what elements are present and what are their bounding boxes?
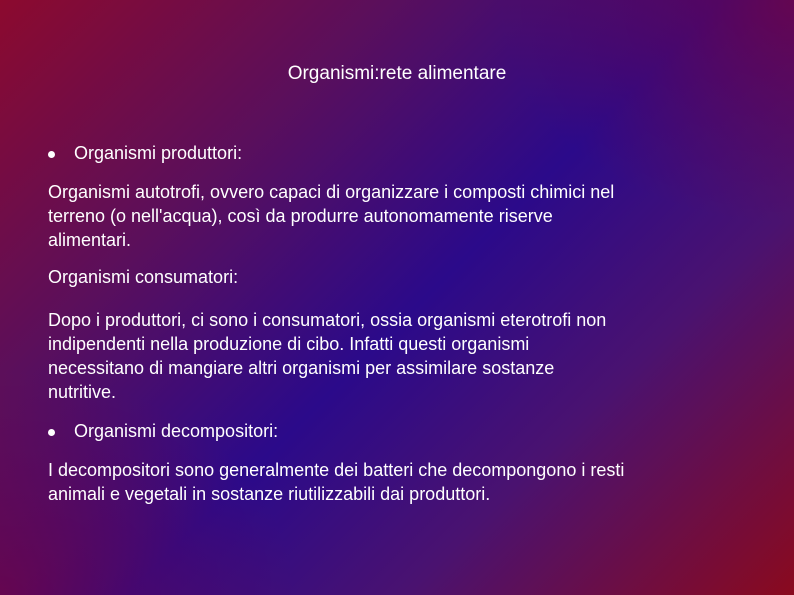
paragraph-consumatori: [48, 308, 768, 404]
paragraph-line: nutritive.: [48, 382, 117, 402]
bullet-label: Organismi produttori:: [74, 143, 243, 163]
paragraph-line: indipendenti nella produzione di cibo. Infatti questi organismi: [48, 334, 530, 354]
paragraph-line: animali e vegetali in sostanze riutilizzabili dai produttori.: [48, 484, 491, 504]
paragraph-decompositori: [48, 458, 768, 506]
paragraph-line: Organismi autotrofi, ovvero capaci di organizzare i composti chimici nel: [48, 182, 615, 202]
heading-text: Organismi consumatori:: [48, 267, 239, 287]
heading-consumatori: [48, 265, 768, 289]
bullet-label: Organismi decompositori:: [74, 421, 279, 441]
paragraph-line: alimentari.: [48, 230, 132, 250]
paragraph-line: terreno (o nell'acqua), così da produrre autonomamente riserve: [48, 206, 553, 226]
paragraph-line: Dopo i produttori, ci sono i consumatori, ossia organismi eterotrofi non: [48, 310, 607, 330]
slide-title: Organismi:rete alimentare: [287, 63, 507, 84]
bullet-dot-icon: [48, 429, 55, 436]
bullet-dot-icon: [48, 151, 55, 158]
paragraph-produttori: [48, 180, 768, 252]
paragraph-line: necessitano di mangiare altri organismi per assimilare sostanze: [48, 358, 555, 378]
paragraph-line: I decompositori sono generalmente dei batteri che decompongono i resti: [48, 460, 625, 480]
